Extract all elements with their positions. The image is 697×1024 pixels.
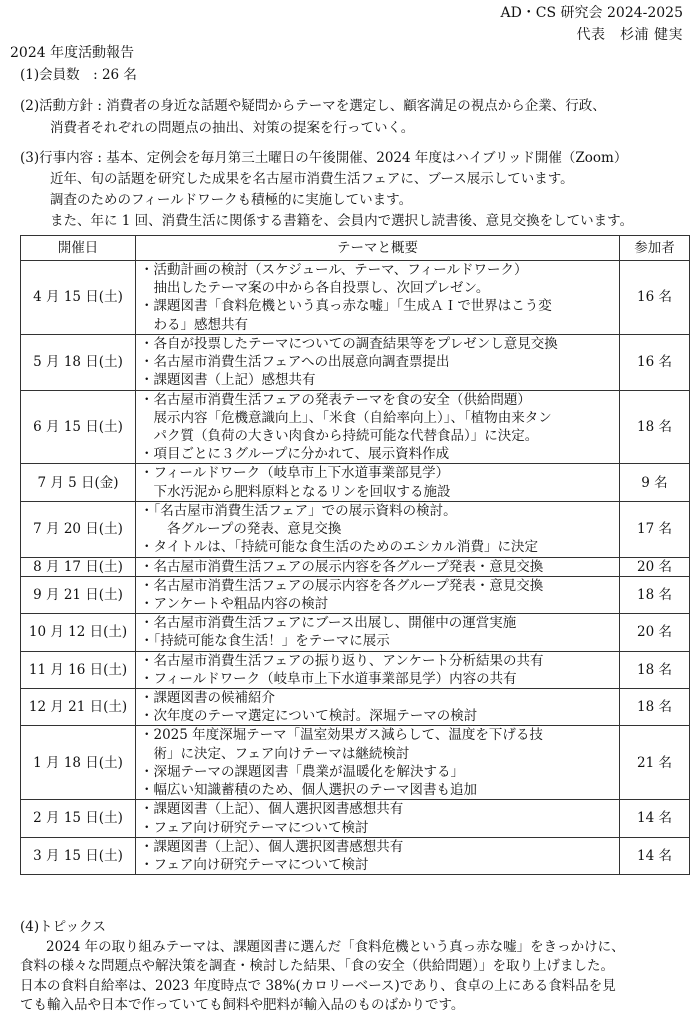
row-date: 3 月 15 日(土) <box>21 837 136 874</box>
row-count: 20 名 <box>620 614 690 651</box>
row-count: 16 名 <box>620 334 690 390</box>
row-date: 4 月 15 日(土) <box>21 261 136 335</box>
events-line-2: 近年、旬の話題を研究した成果を名古屋市消費生活フェアに、ブース展示しています。 <box>50 170 574 187</box>
row-date: 7 月 20 日(土) <box>21 501 136 557</box>
row-theme <box>136 390 620 464</box>
members-line: (1)会員数 : 26 名 <box>20 67 137 83</box>
row-theme-line: ・「持続可能な食生活！」をテーマに展示 <box>140 633 390 650</box>
table-row <box>21 390 690 464</box>
row-theme-line: ・名古屋市消費生活フェアの振り返り、アンケート分析結果の共有 <box>140 652 544 669</box>
row-count: 20 名 <box>620 557 690 576</box>
row-theme-line: ・活動計画の検討（スケジュール、テーマ、フィールドワーク） <box>140 262 528 278</box>
row-date: 6 月 15 日(土) <box>21 390 136 464</box>
row-theme <box>136 614 620 651</box>
events-line-3: 調査のためのフィールドワークも積極的に実施しています。 <box>50 191 413 208</box>
row-theme-line: ・課題図書（上記）、個人選択図書感想共有 <box>140 838 404 855</box>
table-row <box>21 261 690 335</box>
row-theme-line: ・名古屋市消費生活フェアにブース出展し、開催中の運営実施 <box>140 615 517 632</box>
row-theme-line: 展示内容「危機意識向上」、「米食（自給率向上）」、「植物由来タン <box>140 409 552 426</box>
events-line-1: (3)行事内容 : 基本、定例会を毎月第三土曜日の午後開催、2024 年度はハイブリッド開催（Zoom） <box>20 150 628 166</box>
topics-line-2: 食料の様々な問題点や解決策を調査・検討した結果、「食の安全（供給問題）」を取り上げました。 <box>20 958 614 975</box>
row-date: 11 月 16 日(土) <box>21 651 136 688</box>
table-row <box>21 464 690 501</box>
row-theme-line: ・名古屋市消費生活フェアの展示内容を各グループ発表・意見交換 <box>140 577 544 594</box>
row-count: 21 名 <box>620 726 690 800</box>
row-theme <box>136 334 620 390</box>
row-theme-line: ・課題図書「食料危機という真っ赤な嘘」「生成ＡＩで世界はこう変 <box>140 298 552 315</box>
row-theme-line: ・課題図書（上記）、個人選択図書感想共有 <box>140 801 404 818</box>
row-theme-line: 各グループの発表、意見交換 <box>140 521 342 538</box>
table-row <box>21 614 690 651</box>
row-date: 9 月 21 日(土) <box>21 576 136 613</box>
table-row <box>21 726 690 800</box>
row-theme <box>136 726 620 800</box>
activity-table <box>20 235 690 875</box>
row-count: 16 名 <box>620 261 690 335</box>
row-theme <box>136 651 620 688</box>
table-row <box>21 576 690 613</box>
topics-line-4: ても輸入品や日本で作っていても飼料や肥料が輸入品のものばかりです。 <box>20 997 465 1014</box>
table-row <box>21 800 690 837</box>
row-theme <box>136 576 620 613</box>
row-count: 18 名 <box>620 651 690 688</box>
topics-line-3: 日本の食料自給率は、2023 年度時点で 38%(カロリーベース)であり、食卓の上にある食料品を見 <box>20 977 616 994</box>
header-date: 開催日 <box>21 236 136 261</box>
table-header-row <box>21 236 690 261</box>
section-members <box>20 66 689 84</box>
row-theme <box>136 261 620 335</box>
row-theme-line: 下水汚泥から肥料原料となるリンを回収する施設 <box>140 483 451 500</box>
row-date: 2 月 15 日(土) <box>21 800 136 837</box>
row-theme <box>136 501 620 557</box>
row-date: 5 月 18 日(土) <box>21 334 136 390</box>
row-theme <box>136 689 620 726</box>
row-theme-line: ・幅広い知識蓄積のため、個人選択のテーマ図書も追加 <box>140 782 477 799</box>
row-theme-line: ・課題図書（上記）感想共有 <box>140 372 316 389</box>
row-date: 8 月 17 日(土) <box>21 557 136 576</box>
row-theme-line: ・深堀テーマの課題図書「農業が温暖化を解決する」 <box>140 763 464 780</box>
section-policy <box>20 96 689 139</box>
document-header <box>500 3 683 46</box>
table-row <box>21 557 690 576</box>
row-theme-line: ・項目ごとに３グループに分かれて、展示資料作成 <box>140 446 450 463</box>
row-count: 18 名 <box>620 576 690 613</box>
policy-line-1: (2)活動方針 : 消費者の身近な話題や疑問からテーマを選定し、顧客満足の視点から企業、行政、 <box>20 98 606 114</box>
row-theme-line: 術」に決定、フェア向けテーマは継続検討 <box>140 745 410 762</box>
row-theme-line: ・フィールドワーク（岐阜市上下水道事業部見学） <box>140 465 450 482</box>
row-count: 18 名 <box>620 689 690 726</box>
row-theme-line: ・各自が投票したテーマについての調査結果等をプレゼンし意見交換 <box>140 335 558 352</box>
events-line-4: また、年に 1 回、消費生活に関係する書籍を、会員内で選択し読書後、意見交換をしています。 <box>50 212 634 229</box>
row-date: 1 月 18 日(土) <box>21 726 136 800</box>
section-topics <box>20 918 692 1016</box>
row-theme-line: 抽出したテーマ案の中から各自投票し、次回プレゼン。 <box>140 280 490 297</box>
row-theme-line: ・名古屋市消費生活フェアの展示内容を各グループ発表・意見交換 <box>140 558 544 575</box>
table-row <box>21 334 690 390</box>
row-theme-line: ・フェア向け研究テーマについて検討 <box>140 857 369 873</box>
topics-line-1: 2024 年の取り組みテーマは、課題図書に選んだ「食料危機という真っ赤な嘘」をきっかけに、 <box>46 938 625 955</box>
row-theme-line: ・タイトルは、「持続可能な食生活のためのエシカル消費」に決定 <box>140 539 538 556</box>
row-theme <box>136 557 620 576</box>
table-row <box>21 689 690 726</box>
row-count: 14 名 <box>620 800 690 837</box>
row-theme-line: ・アンケートや粗品内容の検討 <box>140 595 329 612</box>
report-title: 2024 年度活動報告 <box>10 45 135 61</box>
row-date: 12 月 21 日(土) <box>21 689 136 726</box>
row-theme-line: ・課題図書の候補紹介 <box>140 690 275 707</box>
header-theme: テーマと概要 <box>136 236 620 261</box>
row-count: 17 名 <box>620 501 690 557</box>
row-theme-line: ・2025 年度深堀テーマ「温室効果ガス減らして、温度を下げる技 <box>140 727 543 744</box>
policy-line-2: 消費者それぞれの問題点の抽出、対策の提案を行っていく。 <box>50 119 415 136</box>
table-row <box>21 501 690 557</box>
representative: 代表 杉浦 健実 <box>576 26 683 43</box>
row-theme <box>136 800 620 837</box>
row-theme-line: ・名古屋市消費生活フェアの発表テーマを食の安全（供給問題） <box>140 391 531 408</box>
row-count: 9 名 <box>620 464 690 501</box>
row-theme <box>136 837 620 874</box>
row-theme-line: ・フィールドワーク（岐阜市上下水道事業部見学）内容の共有 <box>140 670 517 687</box>
header-count: 参加者 <box>620 236 690 261</box>
row-date: 7 月 5 日(金) <box>21 464 136 501</box>
row-date: 10 月 12 日(土) <box>21 614 136 651</box>
row-theme-line: わる」感想共有 <box>140 316 248 333</box>
org-name: AD・CS 研究会 2024-2025 <box>500 5 683 21</box>
row-theme-line: パク質（負荷の大きい肉食から持続可能な代替食品）」に決定。 <box>140 427 539 444</box>
row-count: 18 名 <box>620 390 690 464</box>
table-row <box>21 837 690 874</box>
row-theme-line: ・次年度のテーマ選定について検討。深堀テーマの検討 <box>140 708 478 725</box>
row-theme-line: ・フェア向け研究テーマについて検討 <box>140 819 369 836</box>
row-theme <box>136 464 620 501</box>
row-theme-line: ・「名古屋市消費生活フェア」での展示資料の検討。 <box>140 502 457 519</box>
table-row <box>21 651 690 688</box>
row-count: 14 名 <box>620 837 690 874</box>
section-events <box>20 148 689 232</box>
row-theme-line: ・名古屋市消費生活フェアへの出展意向調査票提出 <box>140 354 450 371</box>
topics-heading: (4)トピックス <box>20 919 106 935</box>
